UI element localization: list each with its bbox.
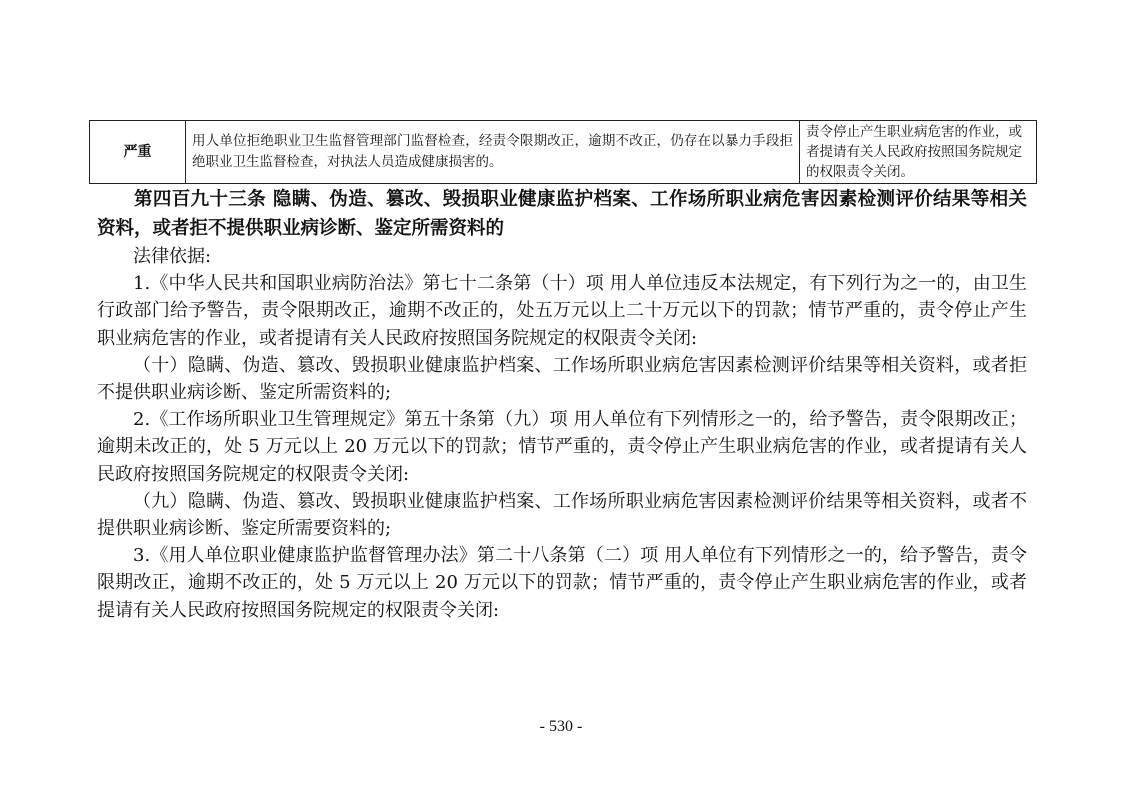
legal-basis-label: 法律依据: [133, 246, 212, 267]
article-heading: 第四百九十三条 隐瞒、伪造、篡改、毁损职业健康监护档案、工作场所职业病危害因素检测评价结果等相关资料，或者拒不提供职业病诊断、鉴定所需资料的 [97, 189, 1027, 239]
penalty-cell: 责令停止产生职业病危害的作业，或者提请有关人民政府按照国务院规定的权限责令关闭。 [800, 121, 1037, 184]
paragraph-3: 3.《用人单位职业健康监护监督管理办法》第二十八条第（二）项 用人单位有下列情形之一的，给予警告，责令限期改正，逾期不改正的，处 5 万元以上 20 万元以下的罚款；情节严重的，责令停止产生职业病危害的作业，或者提请有关人民政府按照国务院规定的权限责令关闭: [97, 545, 1027, 621]
paragraph-2: 2.《工作场所职业卫生管理规定》第五十条第（九）项 用人单位有下列情形之一的，给予警告，责令限期改正；逾期未改正的，处 5 万元以上 20 万元以下的罚款；情节严重的，责令停止产生职业病危害的作业，或者提请有关人民政府按照国务院规定的权限责令关闭: [97, 409, 1027, 485]
page-number: - 530 - [539, 718, 583, 735]
paragraph-2-item: （九）隐瞒、伪造、篡改、毁损职业健康监护档案、工作场所职业病危害因素检测评价结果等相关资料，或者不提供职业病诊断、鉴定所需要资料的; [97, 490, 1027, 540]
paragraph-1-item: （十）隐瞒、伪造、篡改、毁损职业健康监护档案、工作场所职业病危害因素检测评价结果等相关资料，或者拒不提供职业病诊断、鉴定所需资料的; [97, 354, 1027, 404]
severity-cell: 严重 [90, 121, 186, 184]
paragraph-1: 1.《中华人民共和国职业病防治法》第七十二条第（十）项 用人单位违反本法规定，有下列行为之一的，由卫生行政部门给予警告，责令限期改正，逾期不改正的，处五万元以上二十万元以下的罚款；情节严重的，责令停止产生职业病危害的作业，或者提请有关人民政府按照国务院规定的权限责令关闭: [97, 273, 1027, 349]
penalty-table [89, 120, 1037, 184]
violation-description-cell: 用人单位拒绝职业卫生监督管理部门监督检查，经责令限期改正，逾期不改正，仍存在以暴力手段拒绝职业卫生监督检查，对执法人员造成健康损害的。 [186, 121, 800, 184]
article-body [97, 185, 1027, 624]
table-row [90, 121, 1037, 184]
